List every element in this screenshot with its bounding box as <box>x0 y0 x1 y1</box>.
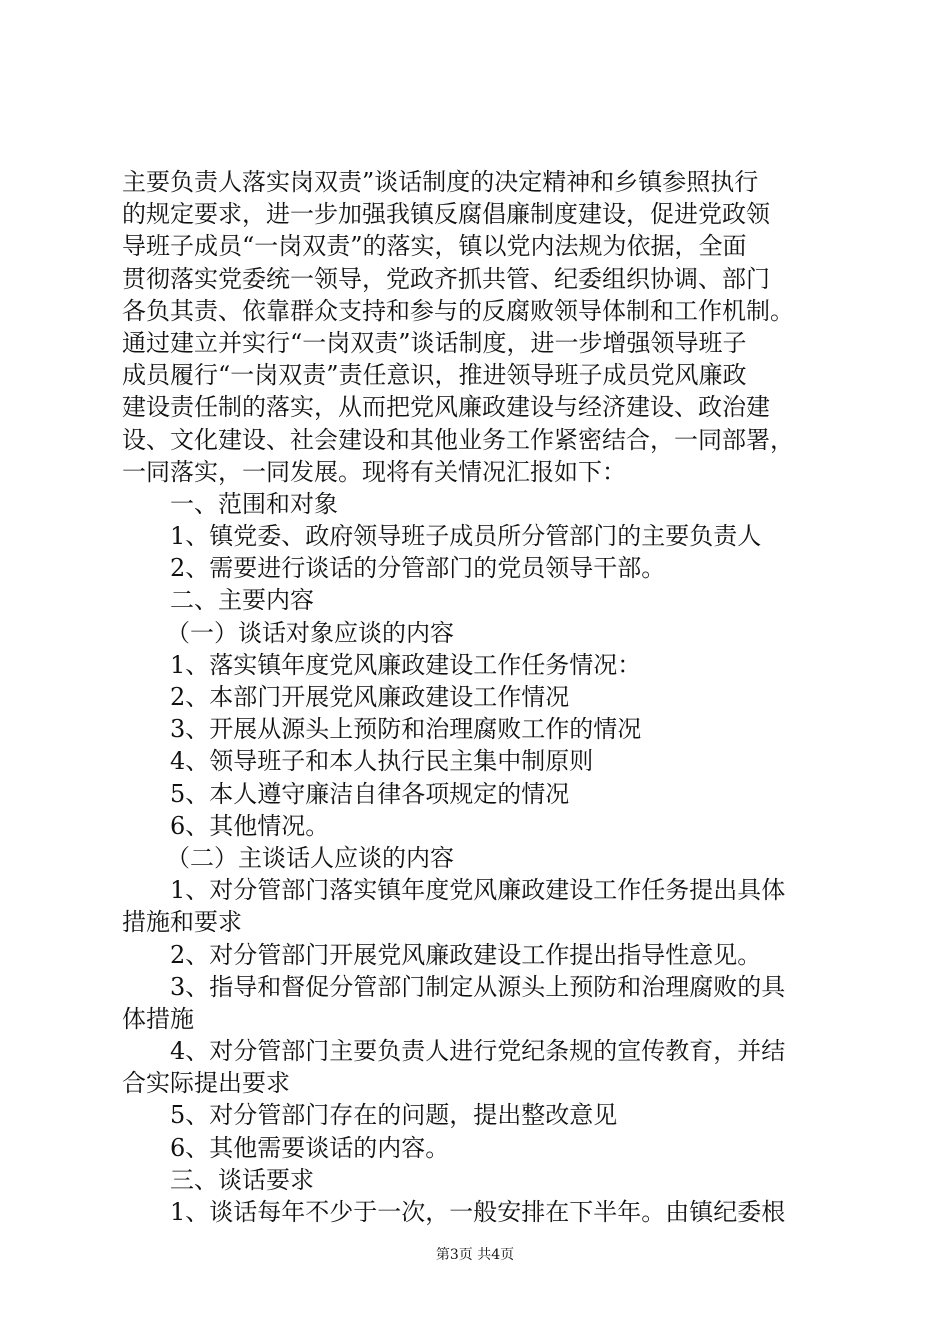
text-line: 主要负责人落实岗双责”谈话制度的决定精神和乡镇参照执行 <box>122 168 759 196</box>
list-item-continuation: 措施和要求 <box>122 908 242 937</box>
list-item: 4、对分管部门主要负责人进行党纪条规的宣传教育，并结 <box>170 1037 786 1066</box>
list-item-continuation: 体措施 <box>122 1004 194 1033</box>
list-item: 5、本人遵守廉洁自律各项规定的情况 <box>170 779 570 808</box>
list-item: 1、镇党委、政府领导班子成员所分管部门的主要负责人 <box>170 522 762 551</box>
section-heading: 一、范围和对象 <box>170 489 338 518</box>
text-line: 导班子成员“一岗双责”的落实，镇以党内法规为依据，全面 <box>122 232 747 261</box>
list-item: 4、领导班子和本人执行民主集中制原则 <box>170 747 594 776</box>
list-item: 3、指导和督促分管部门制定从源头上预防和治理腐败的具 <box>170 972 786 1001</box>
list-item: 2、本部门开展党风廉政建设工作情况 <box>170 683 570 711</box>
document-body <box>122 166 842 1228</box>
list-item-continuation: 合实际提出要求 <box>122 1069 290 1098</box>
text-line: 的规定要求，进一步加强我镇反腐倡廉制度建设，促进党政领 <box>122 200 770 229</box>
text-line: 通过建立并实行“一岗双责”谈话制度，进一步增强领导班子 <box>122 328 747 357</box>
list-item: 1、落实镇年度党风廉政建设工作任务情况： <box>170 650 642 679</box>
list-item: 5、对分管部门存在的问题，提出整改意见 <box>170 1101 618 1130</box>
list-item: 1、对分管部门落实镇年度党风廉政建设工作任务提出具体 <box>170 876 786 905</box>
text-line: 一同落实，一同发展。现将有关情况汇报如下： <box>122 457 626 486</box>
list-item: 6、其他情况。 <box>170 811 330 840</box>
list-item: 2、需要进行谈话的分管部门的党员领导干部。 <box>170 554 666 583</box>
page-footer: 第3页 共4页 <box>435 1247 515 1263</box>
text-line: 成员履行“一岗双责”责任意识，推进领导班子成员党风廉政 <box>122 361 747 390</box>
text-line: 各负其责、依靠群众支持和参与的反腐败领导体制和工作机制。 <box>122 296 794 325</box>
text-line: 设、文化建设、社会建设和其他业务工作紧密结合，一同部署， <box>122 425 794 454</box>
section-heading: 二、主要内容 <box>170 586 314 615</box>
text-line: 贯彻落实党委统一领导，党政齐抓共管、纪委组织协调、部门 <box>122 264 770 293</box>
list-item: 6、其他需要谈话的内容。 <box>170 1133 450 1162</box>
subsection-heading: （二）主谈话人应谈的内容 <box>166 843 454 872</box>
section-heading: 三、谈话要求 <box>170 1165 314 1194</box>
list-item: 3、开展从源头上预防和治理腐败工作的情况 <box>170 715 642 744</box>
subsection-heading: （一）谈话对象应谈的内容 <box>166 618 454 647</box>
list-item: 1、谈话每年不少于一次，一般安排在下半年。由镇纪委根 <box>170 1198 786 1226</box>
list-item: 2、对分管部门开展党风廉政建设工作提出指导性意见。 <box>170 940 762 969</box>
text-line: 建设责任制的落实，从而把党风廉政建设与经济建设、政治建 <box>122 393 770 422</box>
